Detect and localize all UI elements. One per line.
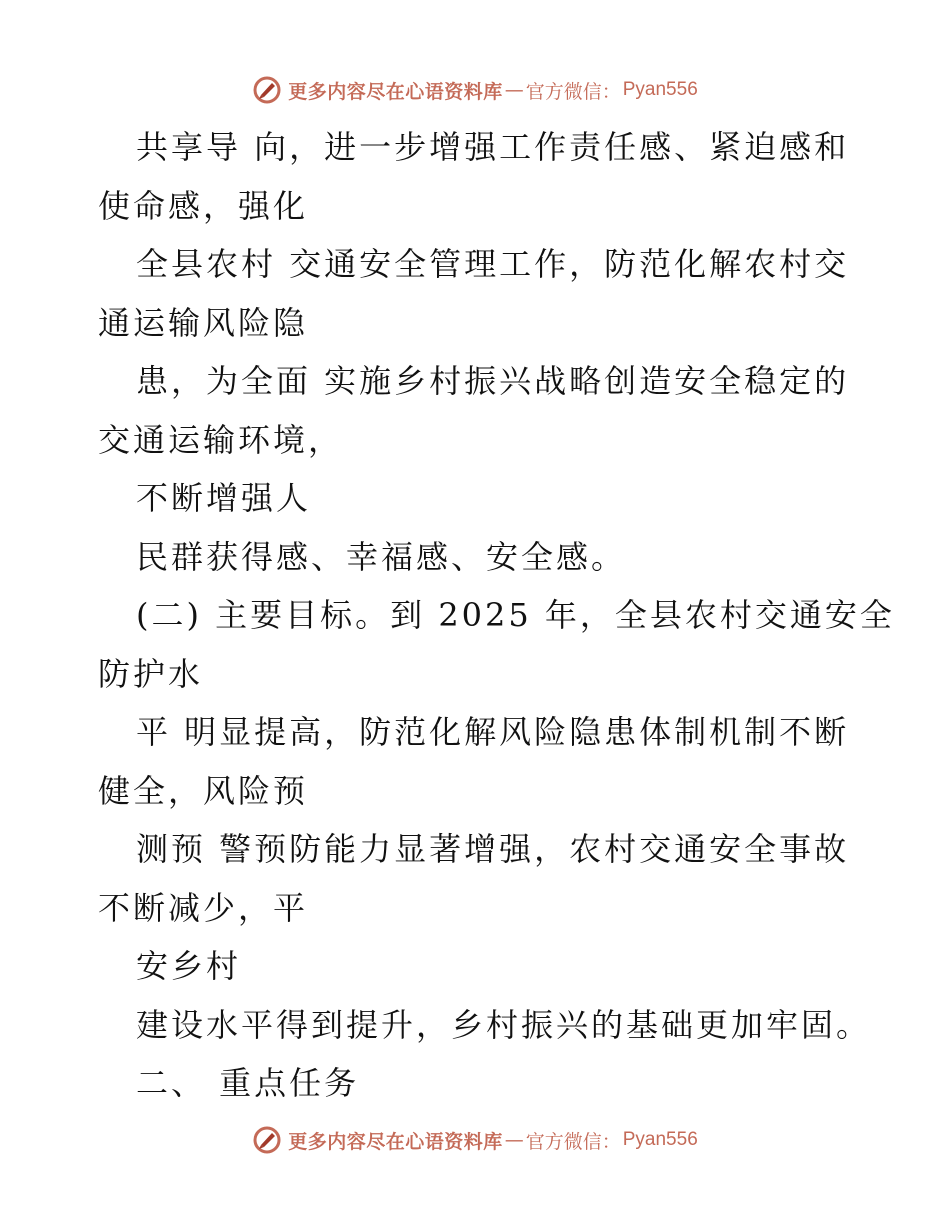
text-line: 共享导 向，进一步增强工作责任感、紧迫感和 bbox=[136, 128, 850, 166]
text-line: 使命感，强化 bbox=[98, 186, 309, 225]
text-line: 全县农村 交通安全管理工作，防范化解农村交 bbox=[136, 245, 850, 283]
watermark-label: 官方微信： bbox=[525, 1130, 621, 1153]
watermark-account: Pyan556 bbox=[622, 79, 698, 100]
logo-icon bbox=[252, 1125, 282, 1155]
text-line: 平 明显提高，防范化解风险隐患体制机制不断 bbox=[136, 713, 850, 751]
watermark-text: 更多内容尽在心语资料库 bbox=[288, 1130, 503, 1153]
footer-watermark bbox=[0, 1120, 950, 1160]
watermark-account: Pyan556 bbox=[622, 1129, 698, 1150]
watermark-dash: — bbox=[504, 1129, 524, 1151]
text-line: 交通运输环境， bbox=[98, 420, 344, 459]
text-line: (二) 主要目标。到 2025 年，全县农村交通安全 bbox=[136, 596, 895, 634]
document-body bbox=[98, 118, 895, 1113]
text-line: 民群获得感、幸福感、安全感。 bbox=[136, 537, 627, 576]
text-line: 防护水 bbox=[98, 654, 204, 693]
watermark-dash: — bbox=[504, 79, 524, 101]
text-line: 健全，风险预 bbox=[98, 771, 309, 810]
text-line: 不断增强人 bbox=[136, 479, 312, 517]
watermark-text: 更多内容尽在心语资料库 bbox=[288, 80, 503, 103]
header-watermark bbox=[0, 70, 950, 110]
text-line: 安乡村 bbox=[136, 947, 242, 985]
text-line: 不断减少，平 bbox=[98, 888, 309, 927]
text-line: 测预 警预防能力显著增强，农村交通安全事故 bbox=[136, 830, 850, 868]
text-line: 通运输风险隐 bbox=[98, 303, 309, 342]
text-line: 建设水平得到提升，乡村振兴的基础更加牢固。 bbox=[136, 1005, 872, 1044]
section-heading: 二、 重点任务 bbox=[136, 1064, 360, 1102]
watermark-label: 官方微信： bbox=[525, 80, 621, 103]
text-line: 患，为全面 实施乡村振兴战略创造安全稳定的 bbox=[136, 362, 850, 400]
logo-icon bbox=[252, 75, 282, 105]
